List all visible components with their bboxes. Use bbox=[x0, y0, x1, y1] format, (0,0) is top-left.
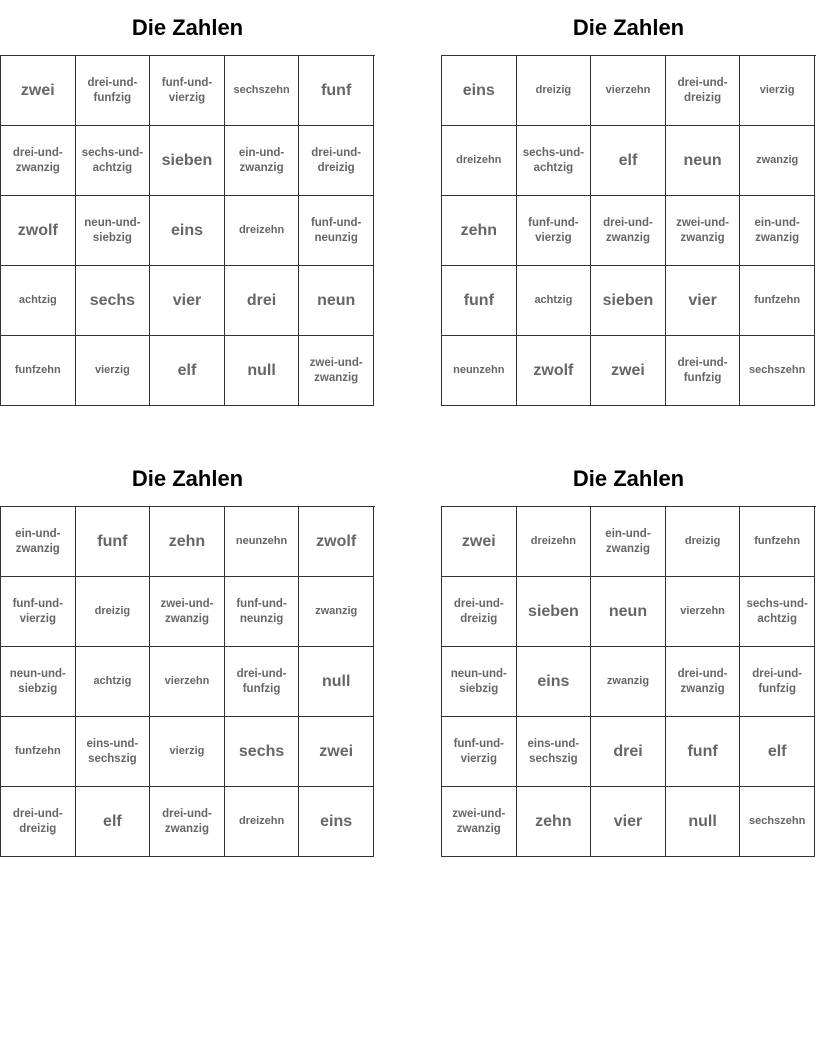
bingo-cell: elf bbox=[591, 126, 666, 196]
bingo-cell: drei-und- zwanzig bbox=[666, 647, 741, 717]
bingo-cell: drei-und- dreizig bbox=[299, 126, 374, 196]
bingo-cell: zwei-und- zwanzig bbox=[666, 196, 741, 266]
bingo-cell: dreizig bbox=[666, 507, 741, 577]
bingo-cell: eins bbox=[150, 196, 225, 266]
bingo-card-2 bbox=[441, 0, 816, 406]
bingo-cell: sechs-und- achtzig bbox=[76, 126, 151, 196]
bingo-cell: achtzig bbox=[517, 266, 592, 336]
card-title: Die Zahlen bbox=[572, 466, 685, 491]
bingo-cell: drei bbox=[591, 717, 666, 787]
bingo-cell: null bbox=[225, 336, 300, 406]
bingo-cell: zwei bbox=[591, 336, 666, 406]
bingo-cell: neun-und- siebzig bbox=[76, 196, 151, 266]
bingo-cell: sieben bbox=[517, 577, 592, 647]
bingo-cell: neunzehn bbox=[225, 507, 300, 577]
bingo-cell: funf bbox=[76, 507, 151, 577]
bingo-cell: funf bbox=[299, 56, 374, 126]
bingo-cell: sechs-und- achtzig bbox=[740, 577, 815, 647]
bingo-cell: vierzehn bbox=[591, 56, 666, 126]
bingo-cell: sieben bbox=[591, 266, 666, 336]
bingo-cell: elf bbox=[150, 336, 225, 406]
bingo-cell: zwolf bbox=[299, 507, 374, 577]
bingo-cell: zwanzig bbox=[740, 126, 815, 196]
bingo-cell: drei-und- zwanzig bbox=[150, 787, 225, 857]
bingo-cell: drei-und- zwanzig bbox=[591, 196, 666, 266]
bingo-cell: sechs bbox=[225, 717, 300, 787]
bingo-cell: vierzig bbox=[76, 336, 151, 406]
bingo-cell: eins bbox=[517, 647, 592, 717]
bingo-cell: drei-und- funfzig bbox=[740, 647, 815, 717]
bingo-cell: funfzehn bbox=[1, 717, 76, 787]
bingo-cell: vierzehn bbox=[150, 647, 225, 717]
bingo-cell: vier bbox=[150, 266, 225, 336]
bingo-cell: sechszehn bbox=[740, 336, 815, 406]
bingo-cell: dreizig bbox=[76, 577, 151, 647]
bingo-cell: funfzehn bbox=[740, 266, 815, 336]
bingo-cell: drei-und- zwanzig bbox=[1, 126, 76, 196]
bingo-cell: achtzig bbox=[76, 647, 151, 717]
bingo-cell: drei-und- funfzig bbox=[666, 336, 741, 406]
bingo-cell: zwei-und- zwanzig bbox=[442, 787, 517, 857]
bingo-cell: funfzehn bbox=[740, 507, 815, 577]
bingo-cell: achtzig bbox=[1, 266, 76, 336]
bingo-cell: zwei-und- zwanzig bbox=[299, 336, 374, 406]
bingo-cell: drei-und- dreizig bbox=[666, 56, 741, 126]
bingo-card-3 bbox=[0, 451, 375, 857]
bingo-cell: null bbox=[299, 647, 374, 717]
bingo-cell: funf-und- vierzig bbox=[517, 196, 592, 266]
bingo-cell: dreizehn bbox=[517, 507, 592, 577]
bingo-cell: zwolf bbox=[1, 196, 76, 266]
bingo-cell: zwanzig bbox=[591, 647, 666, 717]
card-title: Die Zahlen bbox=[131, 466, 244, 491]
bingo-cell: sieben bbox=[150, 126, 225, 196]
bingo-cell: zehn bbox=[517, 787, 592, 857]
bingo-cell: funf-und- neunzig bbox=[299, 196, 374, 266]
bingo-cell: null bbox=[666, 787, 741, 857]
bingo-cell: drei-und- funfzig bbox=[76, 56, 151, 126]
bingo-grid bbox=[0, 506, 375, 857]
bingo-cell: ein-und- zwanzig bbox=[1, 507, 76, 577]
bingo-cell: neun bbox=[299, 266, 374, 336]
bingo-cell: elf bbox=[76, 787, 151, 857]
bingo-grid bbox=[441, 506, 816, 857]
bingo-cell: funfzehn bbox=[1, 336, 76, 406]
bingo-cell: vier bbox=[666, 266, 741, 336]
bingo-cell: neun bbox=[666, 126, 741, 196]
bingo-cell: dreizehn bbox=[225, 196, 300, 266]
bingo-cell: dreizehn bbox=[225, 787, 300, 857]
bingo-cell: neun bbox=[591, 577, 666, 647]
bingo-cell: funf-und- vierzig bbox=[442, 717, 517, 787]
bingo-cell: zwei bbox=[442, 507, 517, 577]
bingo-cell: sechs-und- achtzig bbox=[517, 126, 592, 196]
bingo-cell: funf-und- neunzig bbox=[225, 577, 300, 647]
bingo-cell: eins bbox=[299, 787, 374, 857]
bingo-cell: eins-und- sechszig bbox=[76, 717, 151, 787]
bingo-cell: ein-und- zwanzig bbox=[591, 507, 666, 577]
bingo-cell: zehn bbox=[150, 507, 225, 577]
bingo-cell: elf bbox=[740, 717, 815, 787]
bingo-cell: funf bbox=[666, 717, 741, 787]
bingo-cell: vier bbox=[591, 787, 666, 857]
bingo-cell: vierzehn bbox=[666, 577, 741, 647]
bingo-cell: zwei bbox=[1, 56, 76, 126]
bingo-cell: eins bbox=[442, 56, 517, 126]
bingo-cell: zwei-und- zwanzig bbox=[150, 577, 225, 647]
bingo-cell: vierzig bbox=[740, 56, 815, 126]
bingo-cell: zwanzig bbox=[299, 577, 374, 647]
bingo-cell: zehn bbox=[442, 196, 517, 266]
bingo-cell: drei bbox=[225, 266, 300, 336]
bingo-card-4 bbox=[441, 451, 816, 857]
bingo-cell: vierzig bbox=[150, 717, 225, 787]
bingo-cell: sechszehn bbox=[225, 56, 300, 126]
bingo-cell: dreizehn bbox=[442, 126, 517, 196]
bingo-grid bbox=[441, 55, 816, 406]
bingo-cell: drei-und- dreizig bbox=[442, 577, 517, 647]
bingo-cell: neun-und- siebzig bbox=[1, 647, 76, 717]
bingo-cell: sechszehn bbox=[740, 787, 815, 857]
bingo-cell: zwei bbox=[299, 717, 374, 787]
card-title: Die Zahlen bbox=[131, 15, 244, 40]
bingo-cell: neunzehn bbox=[442, 336, 517, 406]
bingo-cell: zwolf bbox=[517, 336, 592, 406]
bingo-card-1 bbox=[0, 0, 375, 406]
bingo-grid bbox=[0, 55, 375, 406]
bingo-cell: funf-und- vierzig bbox=[1, 577, 76, 647]
card-title: Die Zahlen bbox=[572, 15, 685, 40]
bingo-cell: drei-und- dreizig bbox=[1, 787, 76, 857]
bingo-cell: eins-und- sechszig bbox=[517, 717, 592, 787]
bingo-cell: ein-und- zwanzig bbox=[740, 196, 815, 266]
bingo-cell: neun-und- siebzig bbox=[442, 647, 517, 717]
bingo-cell: dreizig bbox=[517, 56, 592, 126]
bingo-cell: sechs bbox=[76, 266, 151, 336]
bingo-cell: funf bbox=[442, 266, 517, 336]
bingo-cell: funf-und- vierzig bbox=[150, 56, 225, 126]
bingo-cell: ein-und- zwanzig bbox=[225, 126, 300, 196]
bingo-cell: drei-und- funfzig bbox=[225, 647, 300, 717]
